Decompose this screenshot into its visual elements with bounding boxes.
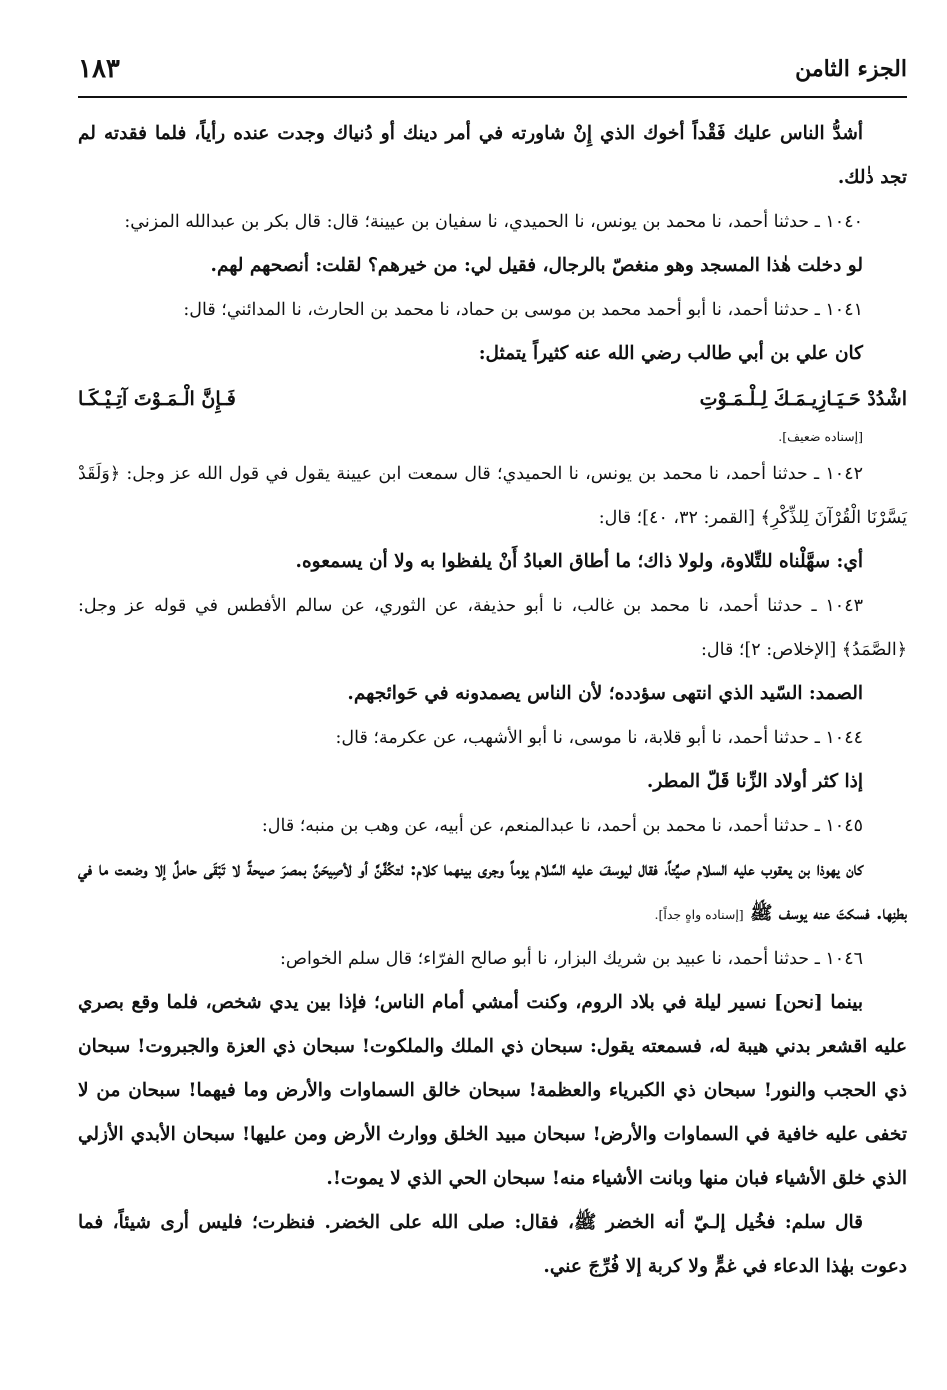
page-header xyxy=(78,50,907,90)
isnad-1042: ١٠٤٢ ـ حدثنا أحمد، نا محمد بن يونس، نا الحميدي؛ قال سمعت ابن عيينة يقول في قول الله عز وجل: ﴿وَلَقَدْ يَسَّرْنَا الْقُرْآنَ لِلذِّكْرِ﴾ [القمر: ٣٢، ٤٠]؛ قال: xyxy=(78,464,907,528)
quote-paragraph: لو دخلت هٰذا المسجد وهو منغصّ بالرجال، فقيل لي: من خيرهم؟ لقلت: أنصحهم لهم. xyxy=(210,255,863,276)
isnad-1043: ١٠٤٣ ـ حدثنا أحمد، نا محمد بن غالب، نا أبو حذيفة، عن الثوري، عن سالم الأفطس في قوله عز وجل: ﴿الصَّمَدُ﴾ [الإخلاص: ٢]؛ قال: xyxy=(78,596,907,660)
grading-note: [إسناده واهٍ جداً]. xyxy=(654,907,744,922)
quote-paragraph: أي: سهَّلْناه للتِّلاوة، ولولا ذاك؛ ما أطاق العبادُ أَنْ يلفظوا به ولا أن يسمعوه. xyxy=(295,551,863,572)
quote-paragraph: قال سلم: فخُيل إلـيّ أنه الخضر ﷺ، فقال: صلى الله على الخضر. فنظرت؛ فليس أرى شيئاً، فما دعوت بهٰذا الدعاء في غمٍّ ولا كربة إلا فُرِّجَ عني. xyxy=(78,1212,907,1277)
isnad-1046: ١٠٤٦ ـ حدثنا أحمد، نا عبيد بن شريك البزار، نا أبو صالح الفرّاء؛ قال سلم الخواص: xyxy=(279,949,863,969)
quote-text: كان يهوذا بن يعقوب عليه السلام صيِّتاً، فقال ليوسفَ عليه السَّلام يوماً وجرى بينهما كلام: لتكُفَّنَّ أو لأصِيحَنَّ بمصرَ صيحةً لا تَبْقَى حاملٌ إلا وضعت ما في بطنِها. فسكتَ عنه يوسف ﷺ xyxy=(78,859,907,924)
page-body xyxy=(78,112,907,1289)
quote-paragraph: إذا كثر أولاد الزِّنا قَلّ المطر. xyxy=(646,771,863,792)
quote-paragraph: الصمد: السّيد الذي انتهى سؤدده؛ لأن الناس يصمدونه في حَوائجهم. xyxy=(347,683,863,704)
verse-first-hemistich: اشْدُدْ حَـيَـازِيـمَـكَ لِـلْـمَـوْتِ xyxy=(699,388,907,410)
quote-paragraph: كان علي بن أبي طالب رضي الله عنه كثيراً يتمثل: xyxy=(478,343,863,364)
isnad-1044: ١٠٤٤ ـ حدثنا أحمد، نا أبو قلابة، نا موسى، نا أبو الأشهب، عن عكرمة؛ قال: xyxy=(335,728,863,748)
quote-paragraph: أشدُّ الناس عليك فَقْداً أخوك الذي إِنْ شاورته في أمر دينك أو دُنياك وجدت عنده رأياً، فلما فقدته لم تجد ذٰلك. xyxy=(78,123,907,188)
quote-paragraph: بينما [نحن] نسير ليلة في بلاد الروم، وكنت أمشي أمام الناس؛ فإذا بين يدي شخص، فلما وقع بصري عليه اقشعر بدني هيبة له، فسمعته يقول: سبحان ذي الملك والملكوت! سبحان ذي العزة والجبروت! سبحان ذي الحجب والنور! سبحان ذي الكبرياء والعظمة! سبحان خالق السماوات والأرض وما فيهما! سبحان من لا تخفى عليه خافية في السماوات والأرض! سبحان مبيد الخلق ووارث الأرض ومن عليها! سبحان الأبدي الأزلي الذي خلق الأشياء فبان منها وبانت الأشياء منه! سبحان الحي الذي لا يموت!. xyxy=(78,992,907,1189)
grading-note: [إسناده ضعيف]. xyxy=(778,429,863,444)
isnad-1041: ١٠٤١ ـ حدثنا أحمد، نا أبو أحمد محمد بن موسى بن حماد، نا محمد بن الحارث، نا المدائني؛ قال: xyxy=(183,300,863,320)
isnad-1040: ١٠٤٠ ـ حدثنا أحمد، نا محمد بن يونس، نا الحميدي، نا سفيان بن عيينة؛ قال: قال بكر بن عبدالله المزني: xyxy=(124,212,863,232)
quote-paragraph-with-note xyxy=(78,848,907,937)
running-title: الجزء الثامن xyxy=(795,56,907,82)
verse-second-hemistich: فَـإِنَّ الْـمَـوْتَ آتِـيْـكَـا xyxy=(78,388,236,410)
poetry-verse xyxy=(78,376,907,422)
page-number: ١٨٣ xyxy=(78,54,120,84)
header-rule xyxy=(78,96,907,98)
isnad-1045: ١٠٤٥ ـ حدثنا أحمد، نا محمد بن أحمد، نا عبدالمنعم، عن أبيه، عن وهب بن منبه؛ قال: xyxy=(261,816,863,836)
